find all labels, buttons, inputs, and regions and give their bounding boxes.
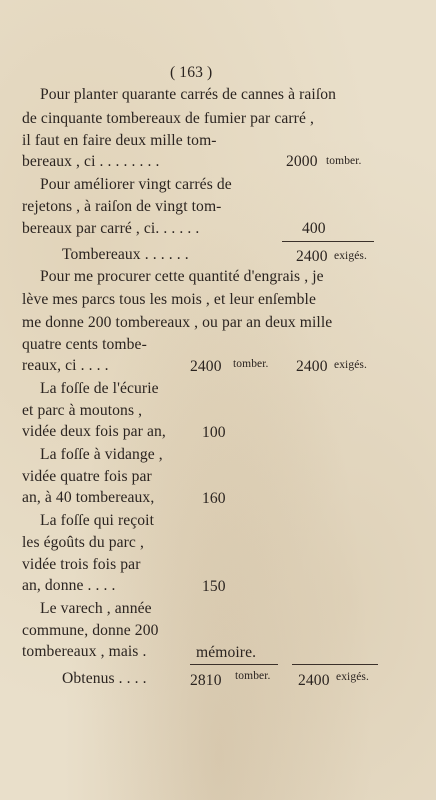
ecurie-line-1: La foſſe de l'écurie: [40, 380, 159, 397]
para1-line-4: bereaux , ci . . . . . . . .: [22, 153, 160, 170]
varech-amount: mémoire.: [196, 644, 257, 661]
sum-rule-2: [190, 664, 278, 665]
para2-line-1: Pour améliorer vingt carrés de: [40, 176, 232, 193]
varech-line-2: commune, donne 200: [22, 622, 159, 639]
obtained-unit: tomber.: [235, 670, 271, 682]
obtained-required-unit: exigés.: [336, 671, 369, 683]
parcs-required: 2400: [296, 358, 328, 375]
total-amount: 2400: [296, 248, 328, 265]
vidange-line-1: La foſſe à vidange ,: [40, 446, 163, 463]
varech-line-3: tombereaux , mais .: [22, 643, 147, 660]
para3-line-2: lève mes parcs tous les mois , et leur enſemble: [22, 291, 316, 308]
parcs-amount: 2400: [190, 358, 222, 375]
para1-amount: 2000: [286, 153, 318, 170]
egouts-line-3: vidée trois fois par: [22, 556, 141, 573]
obtained-required: 2400: [298, 672, 330, 689]
parcs-unit: tomber.: [233, 358, 269, 370]
para2-line-3: bereaux par carré , ci. . . . . .: [22, 220, 200, 237]
obtained-amount: 2810: [190, 672, 222, 689]
para3-line-3: me donne 200 tombereaux , ou par an deux mille: [22, 314, 333, 331]
para2-line-2: rejetons , à raiſon de vingt tom-: [22, 198, 222, 215]
varech-line-1: Le varech , année: [40, 600, 152, 617]
egouts-line-4: an, donne . . . .: [22, 577, 116, 594]
vidange-line-3: an, à 40 tombereaux,: [22, 489, 155, 506]
para2-amount: 400: [302, 220, 326, 237]
para1-unit: tomber.: [326, 155, 362, 167]
ecurie-line-2: et parc à moutons ,: [22, 402, 143, 419]
para3-line-5: reaux, ci . . . .: [22, 357, 109, 374]
total-unit: exigés.: [334, 250, 367, 262]
egouts-line-2: les égoûts du parc ,: [22, 534, 144, 551]
para3-line-4: quatre cents tombe-: [22, 336, 147, 353]
egouts-line-1: La foſſe qui reçoit: [40, 512, 155, 529]
egouts-amount: 150: [202, 578, 226, 595]
para3-line-1: Pour me procurer cette quantité d'engrais , je: [40, 268, 324, 285]
sum-rule-3: [292, 664, 378, 665]
para1-line-1: Pour planter quarante carrés de cannes à raiſon: [40, 86, 337, 103]
total-label: Tombereaux . . . . . .: [62, 246, 189, 263]
vidange-line-2: vidée quatre fois par: [22, 468, 152, 485]
obtained-label: Obtenus . . . .: [62, 670, 147, 687]
para1-line-3: il faut en faire deux mille tom-: [22, 132, 217, 149]
page-number: ( 163 ): [170, 64, 213, 81]
sum-rule-1: [282, 241, 374, 242]
vidange-amount: 160: [202, 490, 226, 507]
ecurie-amount: 100: [202, 424, 226, 441]
ecurie-line-3: vidée deux fois par an,: [22, 423, 166, 440]
para1-line-2: de cinquante tombereaux de fumier par carré ,: [22, 110, 314, 127]
parcs-required-unit: exigés.: [334, 359, 367, 371]
